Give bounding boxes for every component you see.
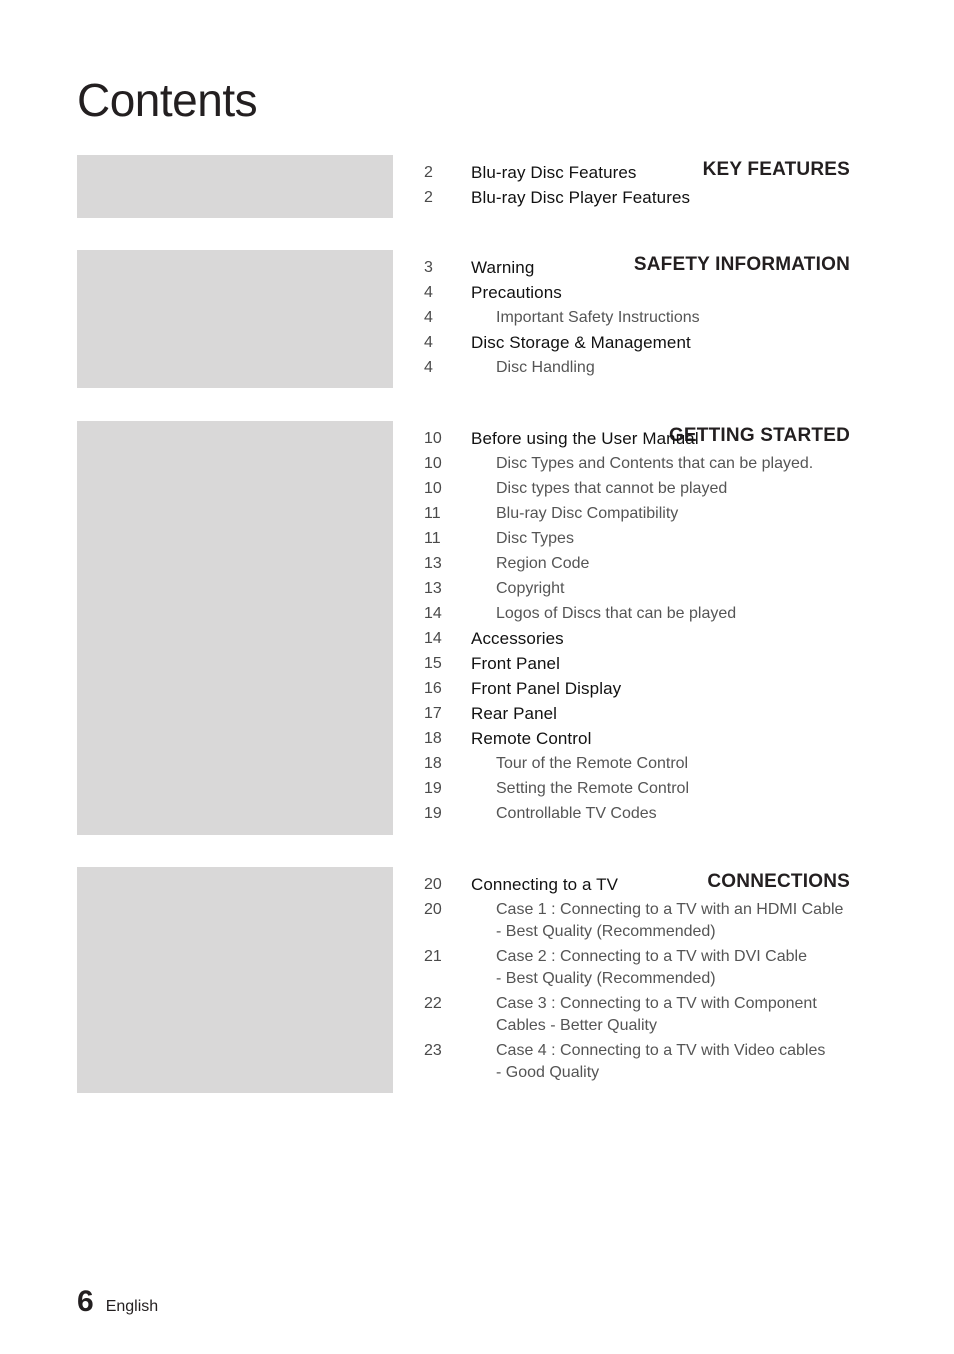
toc-label: Disc types that cannot be played <box>496 480 728 497</box>
toc-entry[interactable] <box>424 576 864 601</box>
toc-label: Blu-ray Disc Compatibility <box>496 505 679 522</box>
page-footer <box>77 1285 158 1319</box>
toc-label: Important Safety Instructions <box>496 309 700 326</box>
toc-label: Controllable TV Codes <box>496 805 657 822</box>
toc-page-number: 10 <box>424 480 442 497</box>
toc-label: Rear Panel <box>471 704 558 723</box>
toc-entry[interactable] <box>424 776 864 801</box>
toc-page-number: 16 <box>424 680 442 697</box>
toc-entry[interactable] <box>424 451 864 476</box>
section-title: GETTING STARTED <box>668 425 850 446</box>
toc-label: Case 1 : Connecting to a TV with an HDMI Cable - Best Quality (Recommended) <box>496 901 844 940</box>
toc-entry[interactable] <box>424 255 864 280</box>
toc-entry[interactable] <box>424 1038 864 1085</box>
toc-label: Blu-ray Disc Player Features <box>471 188 691 207</box>
toc-entry[interactable] <box>424 355 864 380</box>
toc-entry[interactable] <box>424 526 864 551</box>
toc-entry[interactable] <box>424 330 864 355</box>
toc-page-number: 17 <box>424 705 442 722</box>
toc-entry[interactable] <box>424 305 864 330</box>
toc-page-number: 3 <box>424 259 433 276</box>
toc-page-number: 18 <box>424 730 442 747</box>
toc-entry[interactable] <box>424 626 864 651</box>
toc-entry[interactable] <box>424 897 864 944</box>
toc-label: Front Panel <box>471 654 560 673</box>
footer-language: English <box>105 1298 159 1315</box>
toc-entry[interactable] <box>424 476 864 501</box>
toc-entry[interactable] <box>424 426 864 451</box>
toc-label: Copyright <box>496 580 565 597</box>
toc-page-number: 19 <box>424 805 442 822</box>
section-header-box <box>77 421 393 835</box>
toc-entry[interactable] <box>424 726 864 751</box>
toc-page-number: 4 <box>424 359 433 376</box>
toc-page-number: 14 <box>424 630 442 647</box>
toc-page-number: 10 <box>424 430 442 447</box>
toc-label: Case 4 : Connecting to a TV with Video cables - Good Quality <box>496 1042 826 1081</box>
page-title: Contents <box>77 74 258 126</box>
toc-label: Setting the Remote Control <box>496 780 689 797</box>
section-header-box <box>77 155 393 218</box>
toc-page-number: 4 <box>424 284 433 301</box>
toc-entry[interactable] <box>424 280 864 305</box>
toc-entry[interactable] <box>424 991 864 1038</box>
section-title: KEY FEATURES <box>702 159 850 180</box>
toc-label: Disc Types and Contents that can be played. <box>496 455 814 472</box>
section-connections <box>77 867 857 1093</box>
footer-page-number: 6 <box>77 1285 94 1318</box>
toc-label: Disc Types <box>496 530 574 547</box>
toc-page-number: 14 <box>424 605 442 622</box>
toc-entries <box>424 255 864 380</box>
toc-page-number: 2 <box>424 189 433 206</box>
toc-page-number: 23 <box>424 1042 442 1059</box>
toc-label: Warning <box>471 258 535 277</box>
toc-entry[interactable] <box>424 551 864 576</box>
toc-entry[interactable] <box>424 801 864 826</box>
section-safety-information <box>77 250 857 388</box>
toc-label: Case 2 : Connecting to a TV with DVI Cable - Best Quality (Recommended) <box>496 948 807 987</box>
toc-page-number: 15 <box>424 655 442 672</box>
toc-label: Region Code <box>496 555 590 572</box>
toc-entry[interactable] <box>424 701 864 726</box>
toc-entry[interactable] <box>424 601 864 626</box>
toc-entry[interactable] <box>424 751 864 776</box>
toc-page-number: 22 <box>424 995 442 1012</box>
toc-entry[interactable] <box>424 501 864 526</box>
toc-label: Front Panel Display <box>471 679 622 698</box>
section-title: CONNECTIONS <box>707 871 850 892</box>
toc-page-number: 11 <box>424 530 441 547</box>
toc-entries <box>424 160 864 210</box>
section-title: SAFETY INFORMATION <box>633 254 850 275</box>
toc-entries <box>424 426 864 826</box>
toc-page-number: 20 <box>424 876 442 893</box>
toc-page-number: 4 <box>424 309 433 326</box>
section-header-box <box>77 250 393 388</box>
toc-label: Case 3 : Connecting to a TV with Component Cables - Better Quality <box>496 995 817 1034</box>
toc-page-number: 21 <box>424 948 442 965</box>
toc-label: Precautions <box>471 283 562 302</box>
toc-label: Logos of Discs that can be played <box>496 605 737 622</box>
section-getting-started <box>77 421 857 835</box>
toc-entry[interactable] <box>424 944 864 991</box>
toc-page-number: 20 <box>424 901 442 918</box>
toc-label: Connecting to a TV <box>471 875 619 894</box>
toc-page-number: 11 <box>424 505 441 522</box>
toc-label: Blu-ray Disc Features <box>471 163 637 182</box>
toc-entry[interactable] <box>424 676 864 701</box>
toc-label: Disc Storage & Management <box>471 333 691 352</box>
toc-entries <box>424 872 864 1085</box>
toc-page-number: 13 <box>424 580 442 597</box>
toc-page-number: 2 <box>424 164 433 181</box>
toc-entry[interactable] <box>424 872 864 897</box>
toc-entry[interactable] <box>424 651 864 676</box>
toc-page-number: 19 <box>424 780 442 797</box>
toc-entry[interactable] <box>424 185 864 210</box>
toc-label: Before using the User Manual <box>471 429 699 448</box>
toc-page-number: 10 <box>424 455 442 472</box>
toc-page-number: 13 <box>424 555 442 572</box>
toc-entry[interactable] <box>424 160 864 185</box>
toc-label: Disc Handling <box>496 359 595 376</box>
toc-label: Remote Control <box>471 729 592 748</box>
section-header-box <box>77 867 393 1093</box>
toc-page-number: 18 <box>424 755 442 772</box>
toc-label: Tour of the Remote Control <box>496 755 689 772</box>
section-key-features <box>77 155 857 218</box>
toc-label: Accessories <box>471 629 564 648</box>
toc-page-number: 4 <box>424 334 433 351</box>
